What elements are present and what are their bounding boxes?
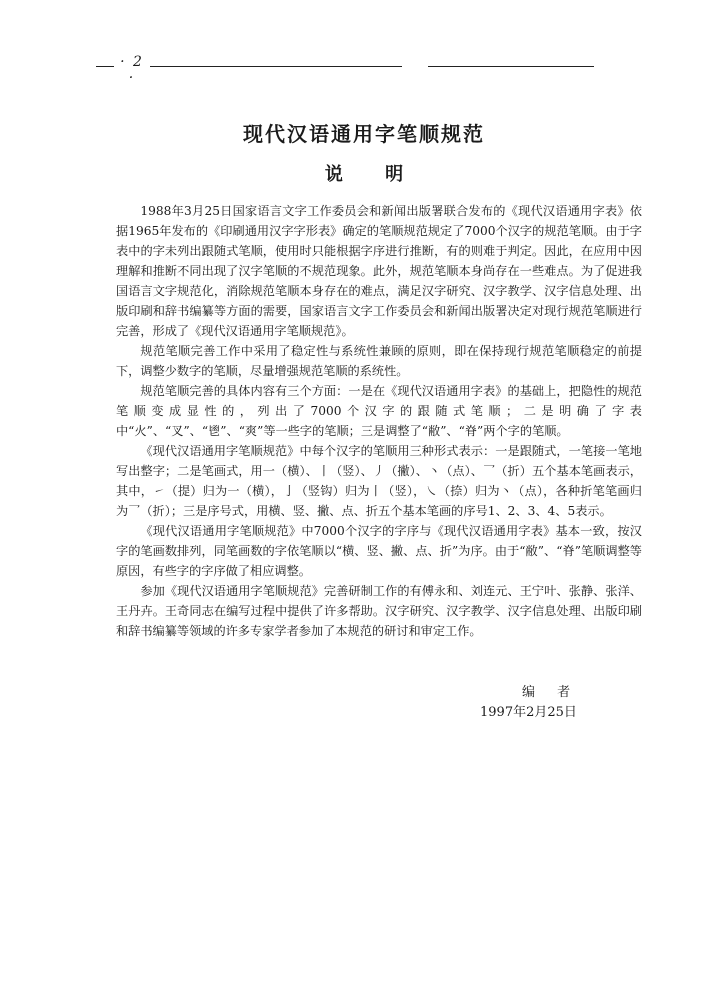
paragraph: 参加《现代汉语通用字笔顺规范》完善研制工作的有傅永和、刘连元、王宁叶、张静、张洋、王丹卉。王奇同志在编写过程中提供了许多帮助。汉字研究、汉字教学、汉字信息处理、出版印刷和辞书编纂等领域的许多专家学者参加了本规范的研讨和审定工作。 — [116, 584, 642, 638]
header-rule-right — [428, 66, 594, 67]
header-rule-middle — [150, 66, 402, 67]
body-text — [116, 201, 642, 641]
page-number: · 2 · — [120, 54, 144, 86]
signature-block — [470, 683, 620, 723]
document-title: 现代汉语通用字笔顺规范 — [243, 122, 485, 146]
document-subtitle: 说 明 — [324, 164, 404, 185]
signature-date: 1997年2月25日 — [480, 705, 577, 720]
paragraph: 1988年3月25日国家语言文字工作委员会和新闻出版署联合发布的《现代汉语通用字表》依据1965年发布的《印刷通用汉字字形表》确定的笔顺规范规定了7000个汉字的规范笔顺。由于字表中的字未列出跟随式笔顺，使用时只能根据字序进行推断，有的则难于判定。因此，在应用中因理解和推断不同出现了汉字笔顺的不规范现象。此外，规范笔顺本身尚存在一些难点。为了促进我国语言文字规范化，消除规范笔顺本身存在的难点，满足汉字研究、汉字教学、汉字信息处理、出版印刷和辞书编纂等方面的需要，国家语言文字工作委员会和新闻出版署决定对现行规范笔顺进行完善，形成了《现代汉语通用字笔顺规范》。 — [116, 204, 642, 338]
signature-author: 编 者 — [522, 685, 571, 700]
paragraph: 《现代汉语通用字笔顺规范》中7000个汉字的字序与《现代汉语通用字表》基本一致，按汉字的笔画数排列，同笔画数的字依笔顺以“横、竖、撇、点、折”为序。由于“敝”、“脊”笔顺调整等原因，有些字的字序做了相应调整。 — [116, 524, 642, 578]
header-rule-left — [96, 66, 114, 67]
paragraph: 《现代汉语通用字笔顺规范》中每个汉字的笔顺用三种形式表示：一是跟随式，一笔接一笔地写出整字；二是笔画式，用一（横）、丨（竖）、丿（撇）、丶（点）、乛（折）五个基本笔画表示，其中，㇀（提）归为一（横），亅（竖钩）归为丨（竖），㇏（捺）归为丶（点），各种折笔笔画归为乛（折）；三是序号式，用横、竖、撇、点、折五个基本笔画的序号1、2、3、4、5表示。 — [116, 444, 642, 518]
paragraph: 规范笔顺完善的具体内容有三个方面：一是在《现代汉语通用字表》的基础上，把隐性的规范笔顺变成显性的，列出了7000个汉字的跟随式笔顺；二是明确了字表中“火”、“叉”、“鬯”、“爽”等一些字的笔顺；三是调整了“敝”、“脊”两个字的笔顺。 — [116, 384, 642, 438]
paragraph: 规范笔顺完善工作中采用了稳定性与系统性兼顾的原则，即在保持现行规范笔顺稳定的前提下，调整少数字的笔顺，尽量增强规范笔顺的系统性。 — [116, 344, 642, 378]
